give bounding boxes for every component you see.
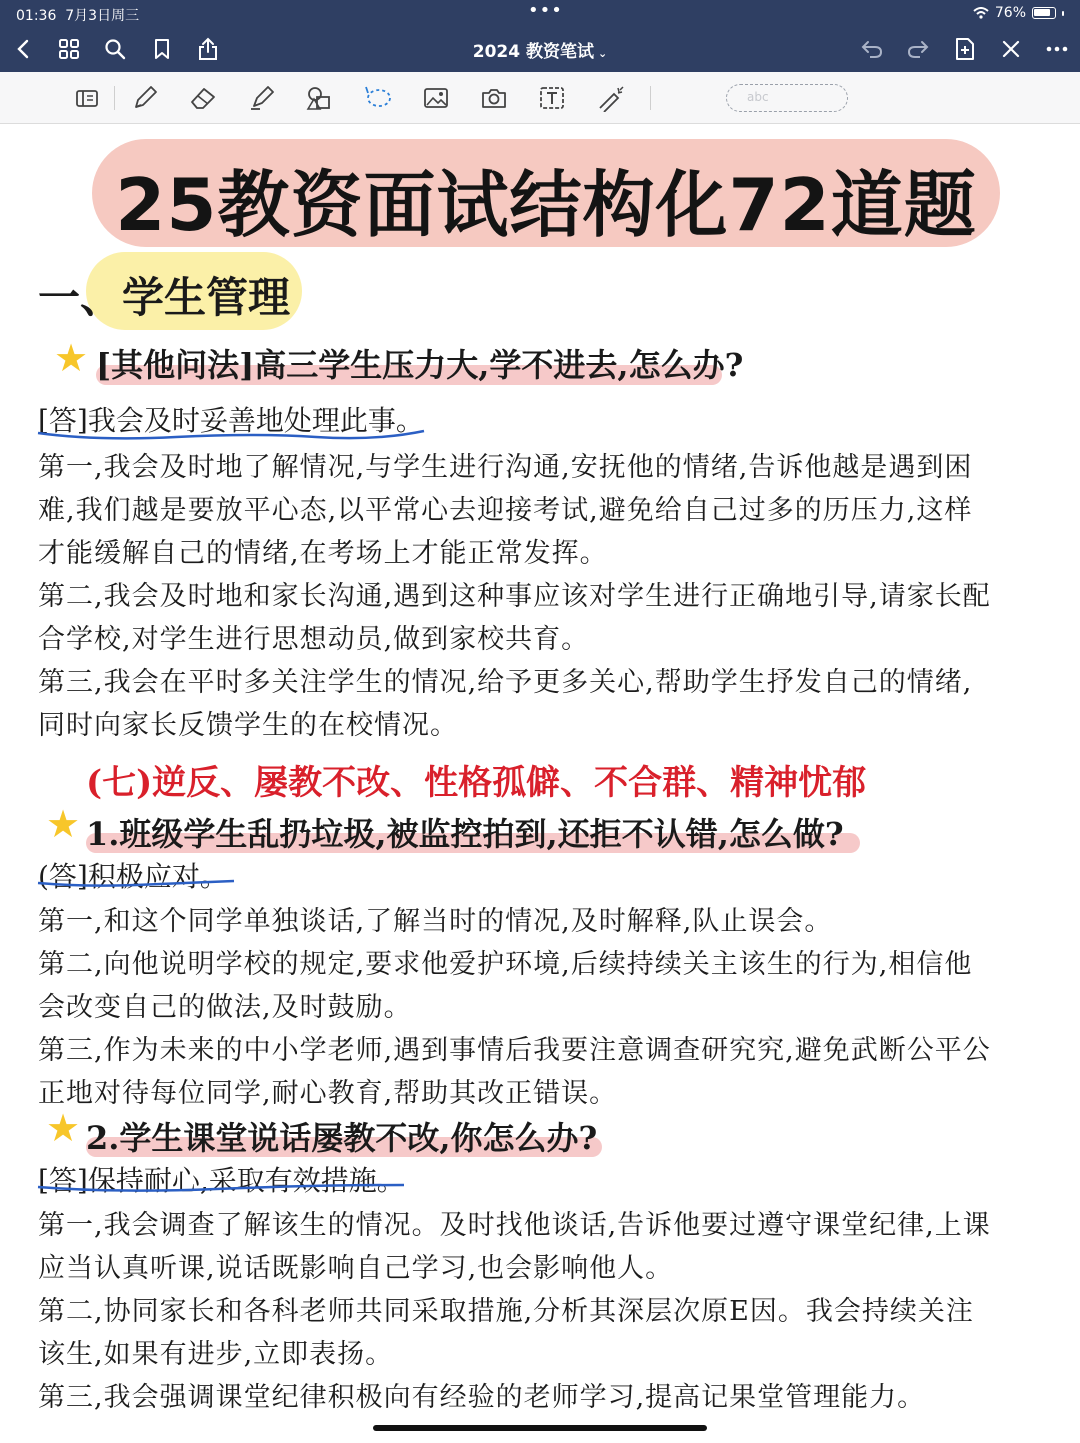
more-icon[interactable] xyxy=(1042,34,1072,64)
eraser-icon[interactable] xyxy=(186,82,220,114)
nav-bar xyxy=(0,26,1080,72)
answer-0-line-3: 才能缓解自己的情绪,在考场上才能正常发挥。 xyxy=(38,538,608,569)
text-icon[interactable] xyxy=(535,82,569,114)
highlighter-icon[interactable] xyxy=(245,82,279,114)
answer-2-line-4: 该生,如果有进步,立即表扬。 xyxy=(38,1339,394,1370)
ink-underline xyxy=(36,1181,406,1197)
note-page xyxy=(0,125,1080,1443)
answer-1-line-1: 第一,和这个同学单独谈话,了解当时的情况,及时解释,队止误会。 xyxy=(38,906,833,937)
share-icon[interactable] xyxy=(193,34,223,64)
answer-2: [答]保持耐心,采取有效措施。 xyxy=(38,1164,405,1197)
answer-2-line-2: 应当认真听课,说话既影响自己学习,也会影响他人。 xyxy=(38,1253,674,1284)
read-mode-icon[interactable] xyxy=(70,82,104,114)
star-icon: ★ xyxy=(46,802,81,846)
close-icon[interactable] xyxy=(996,34,1026,64)
home-indicator[interactable] xyxy=(373,1425,707,1431)
status-bar xyxy=(0,0,1080,26)
question-2: 2.学生课堂说话屡教不改,你怎么办? xyxy=(86,1119,598,1157)
answer-0-line-6: 第三,我会在平时多关注学生的情况,给予更多关心,帮助学生抒发自己的情绪, xyxy=(38,667,973,698)
camera-icon[interactable] xyxy=(477,82,511,114)
page-title: 25教资面试结构化72道题 xyxy=(115,163,977,247)
handwriting-input[interactable]: abc xyxy=(726,84,848,112)
sub-heading: (七)逆反、屡教不改、性格孤僻、不合群、精神忧郁 xyxy=(86,763,867,803)
ink-underline xyxy=(36,429,426,443)
ink-underline xyxy=(36,877,236,893)
wifi-icon xyxy=(973,7,989,19)
answer-2-line-1: 第一,我会调查了解该生的情况。及时找他谈话,告诉他要过遵守课堂纪律,上课 xyxy=(38,1210,991,1241)
lasso-icon[interactable] xyxy=(361,82,395,114)
shapes-icon[interactable] xyxy=(303,82,337,114)
undo-icon[interactable] xyxy=(857,34,887,64)
section-heading: 一、学生管理 xyxy=(38,273,291,322)
question-1: 1.班级学生乱扔垃圾,被监控拍到,还拒不认错,怎么做? xyxy=(86,815,844,853)
answer-0-line-1: 第一,我会及时地了解情况,与学生进行沟通,安抚他的情绪,告诉他越是遇到困 xyxy=(38,452,973,483)
answer-2-line-5: 第三,我会强调课堂纪律积极向有经验的老师学习,提高记果堂管理能力。 xyxy=(38,1382,926,1413)
document-title-menu[interactable]: 2024 教资笔试 ⌄ xyxy=(472,42,608,62)
redo-icon[interactable] xyxy=(903,34,933,64)
answer-0-line-7: 同时向家长反馈学生的在校情况。 xyxy=(38,710,458,741)
multitask-dots[interactable]: ••• xyxy=(528,0,563,21)
answer-1: (答]积极应对。 xyxy=(38,860,228,893)
battery-icon xyxy=(1032,7,1056,19)
pen-icon[interactable] xyxy=(128,82,162,114)
add-page-icon[interactable] xyxy=(950,34,980,64)
answer-0-line-4: 第二,我会及时地和家长沟通,遇到这种事应该对学生进行正确地引导,请家长配 xyxy=(38,581,991,612)
answer-1-line-5: 正地对待每位同学,耐心教育,帮助其改正错误。 xyxy=(38,1078,618,1109)
answer-1-line-2: 第二,向他说明学校的规定,要求他爱护环境,后续持续关主该生的行为,相信他 xyxy=(38,949,973,980)
question-0: [其他问法]高三学生压力大,学不进去,怎么办? xyxy=(96,346,744,384)
star-icon: ★ xyxy=(46,1106,81,1150)
answer-1-line-3: 会改变自己的做法,及时鼓励。 xyxy=(38,992,412,1023)
answer-0: [答]我会及时妥善地处理此事。 xyxy=(38,404,424,437)
back-icon[interactable] xyxy=(8,34,38,64)
status-right xyxy=(973,5,1064,21)
annotation-toolbar xyxy=(0,72,1080,124)
battery-percent: 76% xyxy=(994,5,1026,21)
answer-1-line-4: 第三,作为未来的中小学老师,遇到事情后我要注意调查研究究,避免武断公平公 xyxy=(38,1035,991,1066)
image-icon[interactable] xyxy=(419,82,453,114)
status-time: 01:36 7月3日周三 xyxy=(16,8,140,24)
chevron-down-icon: ⌄ xyxy=(598,47,608,60)
bookmark-icon[interactable] xyxy=(147,34,177,64)
laser-pointer-icon[interactable] xyxy=(594,82,628,114)
grid-icon[interactable] xyxy=(54,34,84,64)
search-icon[interactable] xyxy=(100,34,130,64)
answer-0-line-5: 合学校,对学生进行思想动员,做到家校共育。 xyxy=(38,624,590,655)
answer-2-line-3: 第二,协同家长和各科老师共同采取措施,分析其深层次原E因。我会持续关注 xyxy=(38,1296,974,1327)
answer-0-line-2: 难,我们越是要放平心态,以平常心去迎接考试,避免给自己过多的历压力,这样 xyxy=(38,495,973,526)
star-icon: ★ xyxy=(54,336,89,380)
